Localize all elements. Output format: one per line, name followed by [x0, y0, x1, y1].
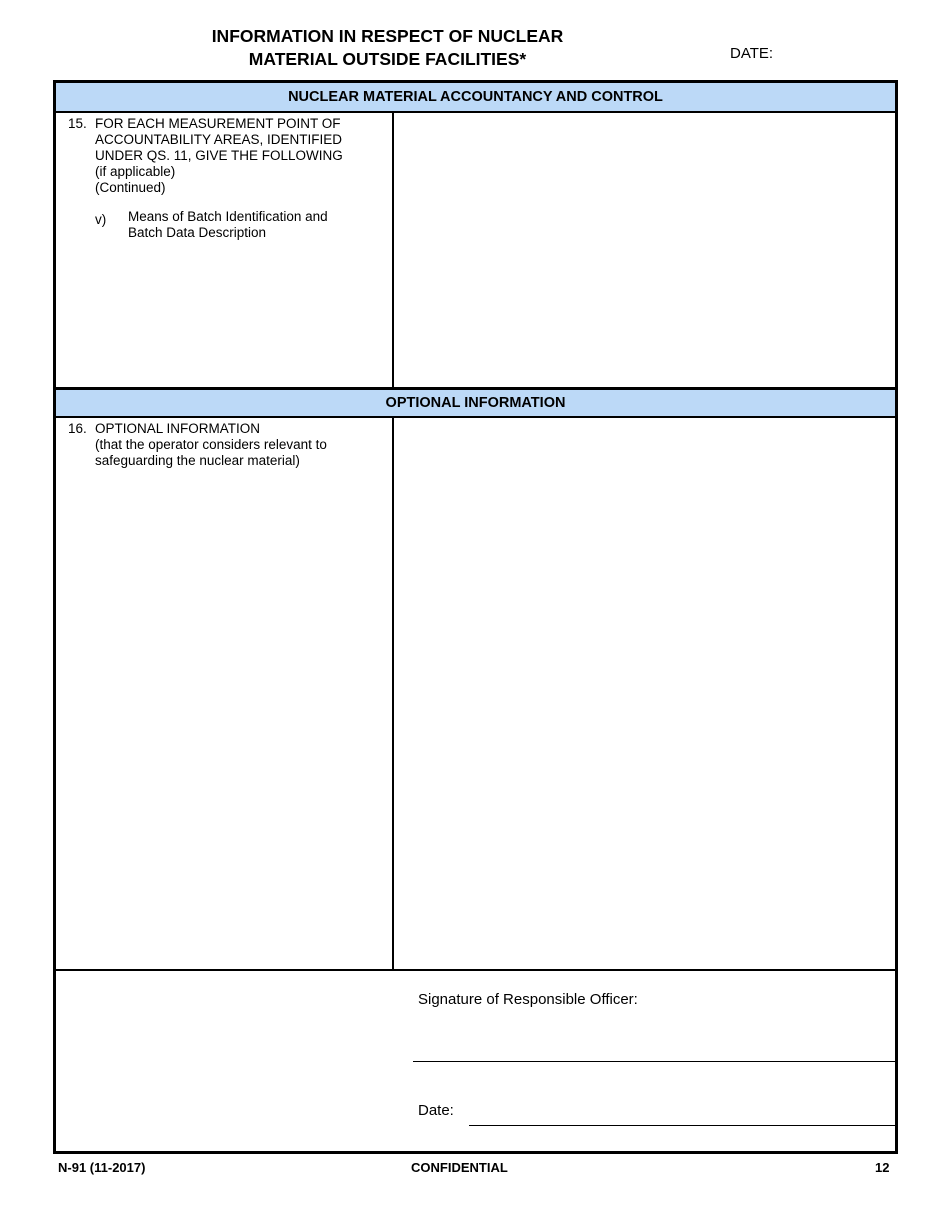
form-title-line-2: MATERIAL OUTSIDE FACILITIES*	[248, 49, 527, 69]
footer-form-id: N-91 (11-2017)	[58, 1160, 146, 1175]
answer-field-15[interactable]	[394, 113, 895, 387]
footer-classification: CONFIDENTIAL	[411, 1160, 508, 1175]
section-heading-optional: OPTIONAL INFORMATION	[56, 390, 895, 418]
form-title-line-1: INFORMATION IN RESPECT OF NUCLEAR	[211, 26, 564, 46]
question-line: OPTIONAL INFORMATION	[95, 421, 261, 436]
header-date-label: DATE:	[730, 45, 774, 62]
subitem-text	[128, 209, 328, 241]
question-line: ACCOUNTABILITY AREAS, IDENTIFIED	[95, 132, 343, 147]
question-text	[95, 116, 343, 196]
footer-page-number: 12	[875, 1160, 890, 1175]
question-number: 15.	[68, 116, 87, 131]
question-number: 16.	[68, 421, 87, 436]
form-frame	[53, 80, 898, 1154]
question-line: (if applicable)	[95, 164, 176, 179]
question-line: UNDER QS. 11, GIVE THE FOLLOWING	[95, 148, 343, 163]
question-line: (that the operator considers relevant to	[95, 437, 327, 452]
question-text	[95, 421, 327, 469]
signature-date-line[interactable]	[469, 1125, 895, 1126]
question-line: FOR EACH MEASUREMENT POINT OF	[95, 116, 341, 131]
question-line: safeguarding the nuclear material)	[95, 453, 300, 468]
subitem-line: Means of Batch Identification and	[128, 209, 328, 224]
answer-field-16[interactable]	[394, 418, 895, 969]
subitem-line: Batch Data Description	[128, 225, 267, 240]
signature-line[interactable]	[413, 1061, 895, 1062]
signature-label: Signature of Responsible Officer:	[418, 991, 638, 1008]
signature-date-label: Date:	[418, 1102, 454, 1119]
form-title	[160, 25, 615, 71]
subitem-number: v)	[95, 212, 107, 227]
signature-separator	[56, 969, 895, 971]
section-heading-accountancy: NUCLEAR MATERIAL ACCOUNTANCY AND CONTROL	[56, 83, 895, 113]
question-line: (Continued)	[95, 180, 166, 195]
